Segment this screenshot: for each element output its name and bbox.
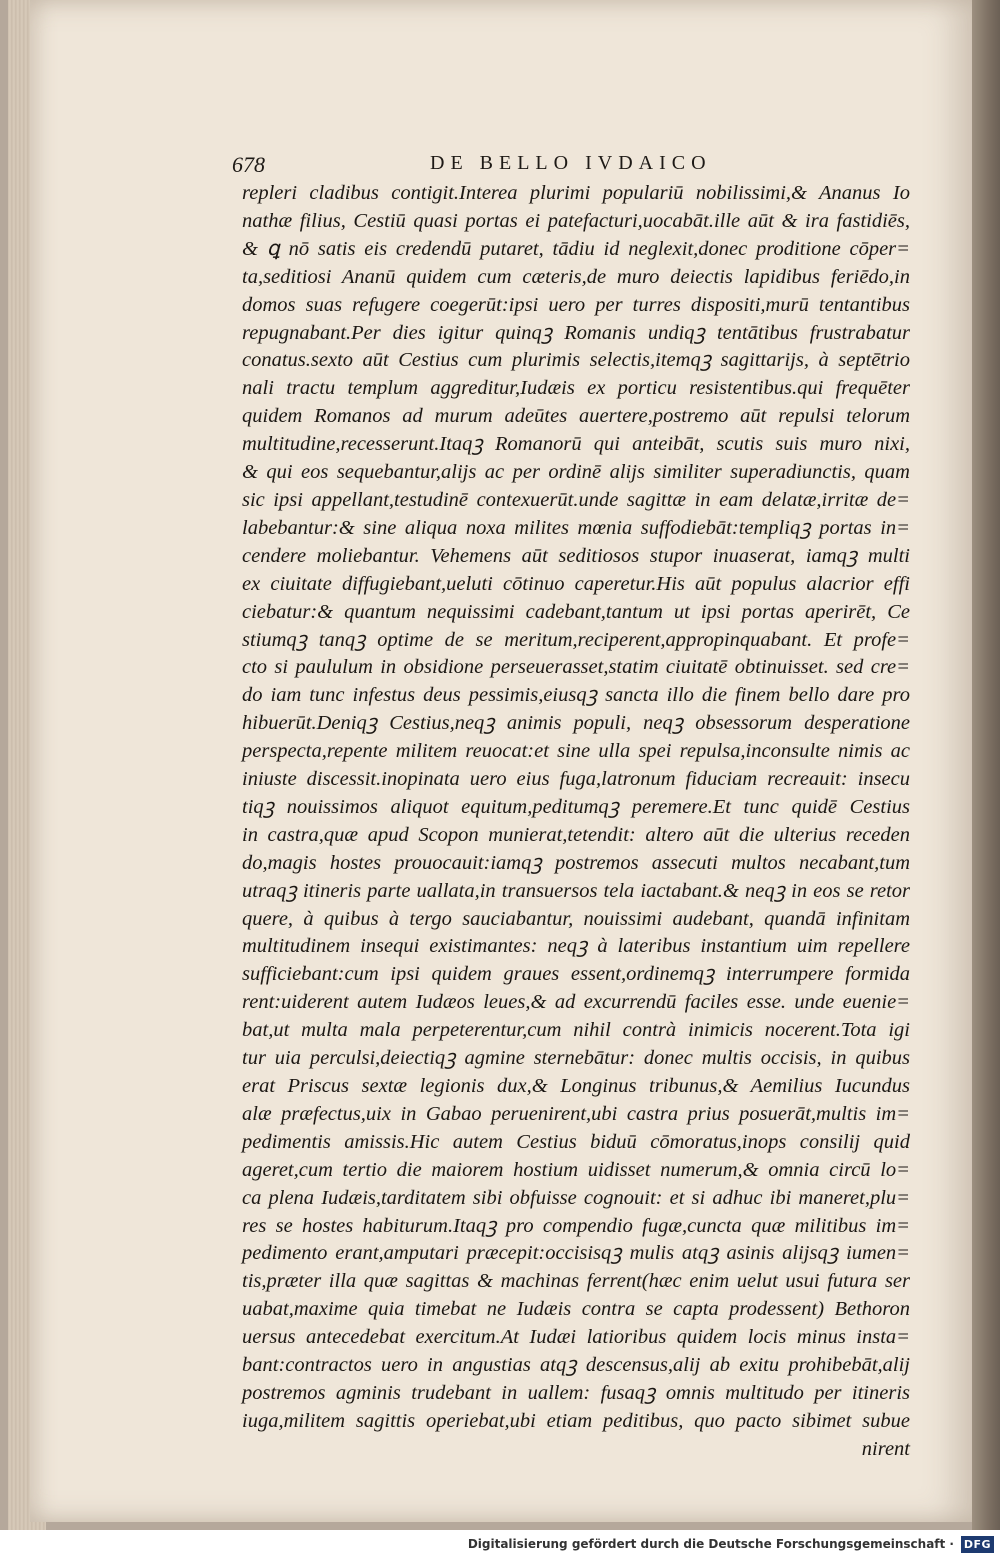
text-line: quere, à quibus à tergo sauciabantur, nouissimi audebant, quandā infinitam	[242, 907, 910, 930]
text-line: iuga,militem sagittis operiebat,ubi etiam peditibus, quo pacto sibimet subue	[242, 1409, 910, 1432]
text-line: cendere moliebantur. Vehemens aūt seditiosos stupor inuaserat, iamqꝫ multi	[242, 544, 910, 567]
text-line: in castra,quæ apud Scopon munierat,tetendit: altero aūt die ulterius receden	[242, 823, 910, 846]
text-line: cto si paululum in obsidione perseuerasset,statim ciuitatē obtinuisset. sed cre=	[242, 656, 910, 679]
text-line: alæ præfectus,uix in Gabao peruenirent,ubi castra prius posuerāt,multis im=	[242, 1102, 910, 1125]
text-line: domos suas refugere coegerūt:ipsi uero per turres dispositi,murū tentantibus	[242, 293, 910, 316]
text-line: nirent	[861, 1437, 910, 1460]
text-line: sufficiebant:cum ipsi quidem graues essent,ordinemqꝫ interrumpere formida	[242, 963, 910, 986]
text-line: uabat,maxime quia timebat ne Iudæis contra se capta prodessent) Bethoron	[242, 1298, 910, 1321]
text-line: multitudinem insequi existimantes: neqꝫ à lateribus instantium uim repellere	[242, 935, 910, 958]
text-line: tur uia perculsi,deiectiqꝫ agmine sternebātur: donec multis occisis, in quibus	[242, 1047, 910, 1070]
text-line: do,magis hostes prouocauit:iamqꝫ postremos assecuti multos necabant,tum	[242, 851, 910, 874]
text-line: bant:contractos uero in angustias atqꝫ descensus,alij ab exitu prohibebāt,alij	[242, 1354, 910, 1377]
text-line: & ꝗ nō satis eis credendū putaret, tādiu id neglexit,donec proditione cōper=	[242, 237, 910, 260]
text-line: ex ciuitate diffugiebant,ueluti cōtinuo caperetur.His aūt populus alacrior effi	[242, 572, 910, 595]
text-line: tiqꝫ nouissimos aliquot equitum,peditumqꝫ peremere.Et tunc quidē Cestius	[242, 795, 910, 818]
text-line: perspecta,repente militem reuocat:et sine ulla spei repulsa,inconsulte nimis ac	[242, 740, 910, 763]
text-line: nali tractu templum aggreditur,Iudæis ex porticu resistentibus.qui frequēter	[242, 377, 910, 400]
text-line: pedimento erant,amputari præcepit:occisisqꝫ mulis atqꝫ asinis alijsqꝫ iumen=	[242, 1242, 910, 1265]
text-line: ta,seditiosi Ananū quidem cum cæteris,de muro deiectis lapidibus feriēdo,in	[242, 265, 910, 288]
text-line: stiumqꝫ tanqꝫ optime de se meritum,reciperent,appropinquabant. Et profe=	[242, 628, 910, 651]
text-line: conatus.sexto aūt Cestius cum plurimis selectis,itemqꝫ sagittarijs, à septētrio	[242, 349, 910, 372]
text-line: & qui eos sequebantur,alijs ac per ordinē alijs similiter superadiunctis, quam	[242, 461, 910, 484]
text-line: utraqꝫ itineris parte uallata,in transuersos tela iactabant.& neqꝫ in eos se retor	[242, 879, 910, 902]
funding-notice: Digitalisierung gefördert durch die Deutsche Forschungsgemeinschaft ·	[467, 1537, 954, 1551]
text-line: erat Priscus sextæ legionis dux,& Longinus tribunus,& Aemilius Iucundus	[242, 1075, 910, 1097]
text-line: multitudine,recesserunt.Itaqꝫ Romanorū qui anteibāt, scutis suis muro nixi,	[242, 433, 910, 456]
text-line: hibuerūt.Deniqꝫ Cestius,neqꝫ animis populi, neqꝫ obsessorum desperatione	[242, 712, 910, 735]
text-line: do iam tunc infestus deus pessimis,eiusqꝫ sancta illo die finem bello dare pro	[242, 684, 910, 707]
running-head: DE BELLO IVDAICO	[430, 152, 712, 174]
text-line: postremos agminis trudebant in uallem: fusaqꝫ omnis multitudo per itineris	[242, 1381, 910, 1404]
text-line: nathæ filius, Cestiū quasi portas ei patefacturi,uocabāt.ille aūt & ira fastidiēs,	[242, 209, 910, 232]
text-line: repleri cladibus contigit.Interea plurimi populariū nobilissimi,& Ananus Io	[242, 182, 910, 204]
dfg-logo: DFG	[961, 1536, 994, 1553]
text-line: repugnabant.Per dies igitur quinqꝫ Romanis undiqꝫ tentātibus frustrabatur	[242, 321, 910, 344]
text-line: iniuste discessit.inopinata uero eius fuga,latronum fiduciam recreauit: insecu	[242, 768, 910, 791]
text-line: tis,præter illa quæ sagittas & machinas ferrent(hæc enim uelut usui futura ser	[242, 1270, 910, 1293]
text-line: labebantur:& sine aliqua noxa milites mœnia suffodiebāt:templiqꝫ portas in=	[242, 516, 910, 539]
text-line: quidem Romanos ad murum adeūtes auertere,postremo aūt repulsi telorum	[242, 405, 910, 428]
footer-bar	[0, 1530, 1000, 1559]
text-line: res se hostes habiturum.Itaqꝫ pro compendio fugæ,cuncta quæ militibus im=	[242, 1214, 910, 1237]
text-line: bat,ut multa mala perpeterentur,cum nihil contrà inimicis nocerent.Tota igi	[242, 1019, 910, 1042]
text-line: pedimentis amissis.Hic autem Cestius biduū cōmoratus,inops consilij quid	[242, 1130, 910, 1153]
text-line: rent:uiderent autem Iudæos leues,& ad excurrendū faciles esse. unde euenie=	[242, 991, 910, 1014]
text-line: sic ipsi appellant,testudinē contexuerūt.unde sagittæ in eam delatæ,irritæ de=	[242, 488, 910, 511]
text-line: ciebatur:& quantum nequissimi cadebant,tantum ut ipsi portas aperirēt, Ce	[242, 600, 910, 623]
book-spine-shadow	[972, 0, 1000, 1530]
text-body	[242, 180, 910, 1464]
text-line: ca plena Iudæis,tarditatem sibi obfuisse cognouit: et si adhuc ibi maneret,plu=	[242, 1186, 910, 1209]
text-line: uersus antecedebat exercitum.At Iudæi latioribus quidem locis minus insta=	[242, 1326, 910, 1349]
text-line: ageret,cum tertio die maiorem hostium uidisset numerum,& omnia circū lo=	[242, 1158, 910, 1181]
page-number: 678	[232, 152, 265, 177]
